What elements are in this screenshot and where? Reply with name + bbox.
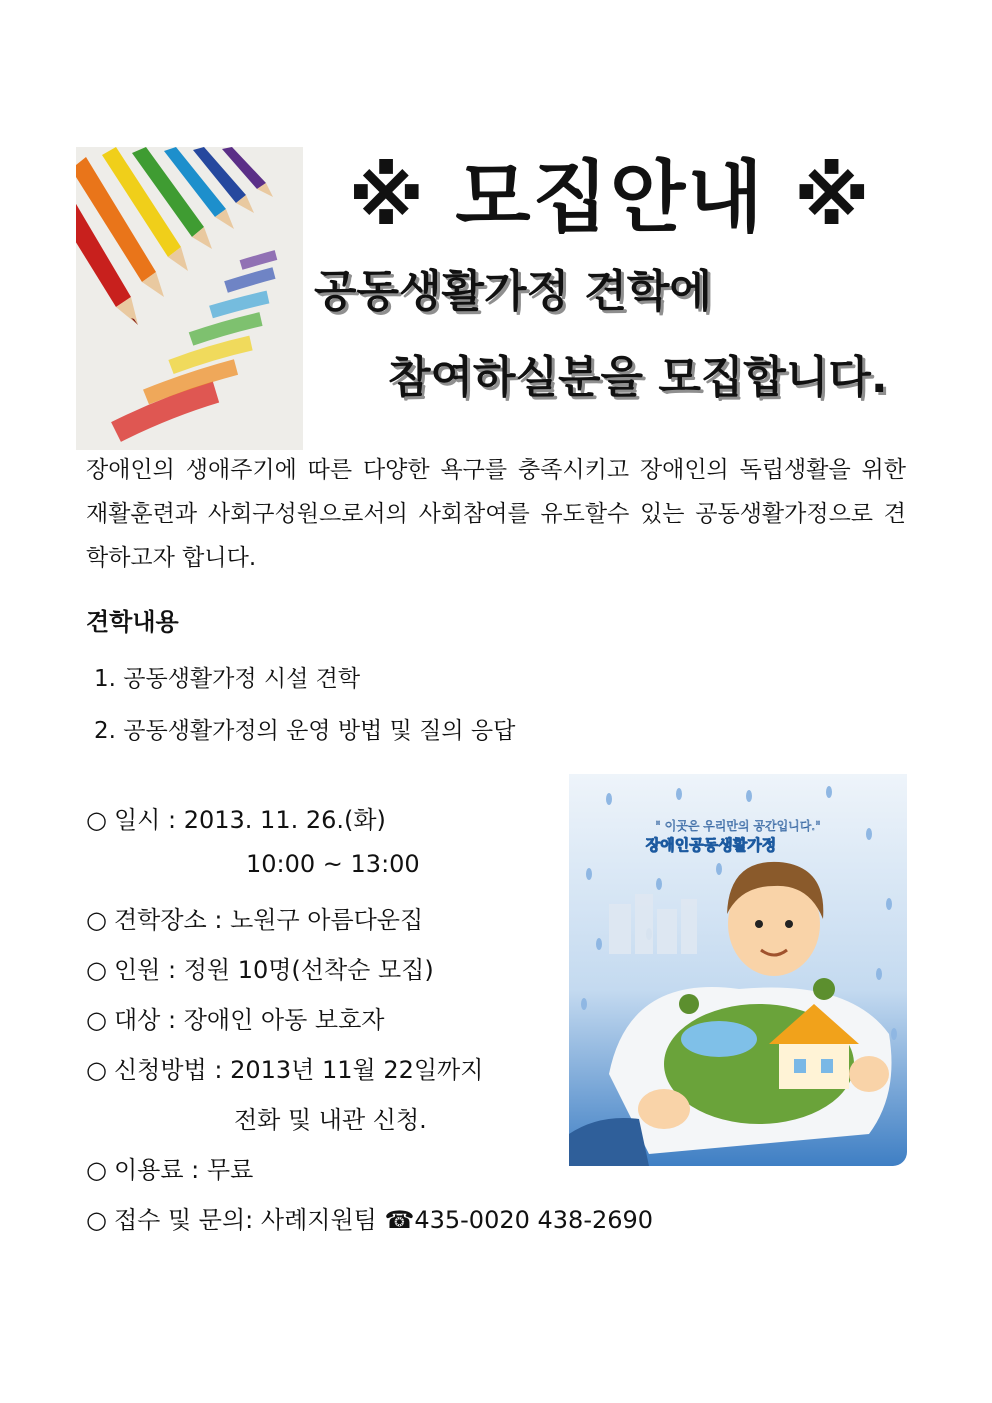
info-target [86, 1000, 384, 1035]
bullet-icon: ○ [86, 1156, 107, 1184]
info-contact [86, 1200, 653, 1235]
headline-line-2: 참여하실분을 모집합니다. [388, 352, 888, 403]
time-text: 10:00 ~ 13:00 [246, 850, 420, 878]
headline-line-1: 공동생활가정 견학에 [314, 266, 712, 317]
colored-pencils-image [76, 147, 303, 450]
tour-item-1: 1. 공동생활가정 시설 견학 [94, 666, 361, 692]
apply-text: 신청방법 : 2013년 11월 22일까지 [114, 1056, 484, 1084]
apply-cont-text: 전화 및 내관 신청. [234, 1106, 427, 1134]
info-date [86, 800, 386, 835]
bullet-icon: ○ [86, 956, 107, 984]
bullet-icon: ○ [86, 1206, 107, 1234]
target-text: 대상 : 장애인 아동 보호자 [114, 1006, 385, 1034]
group-home-illustration [569, 774, 907, 1166]
info-apply [86, 1050, 483, 1085]
bullet-icon: ○ [86, 906, 107, 934]
bullet-icon: ○ [86, 806, 107, 834]
tour-heading: 견학내용 [86, 608, 179, 636]
info-place [86, 900, 423, 935]
page-title: ※ 모집안내 ※ [348, 153, 872, 243]
place-text: 견학장소 : 노원구 아름다운집 [114, 906, 424, 934]
info-capacity [86, 950, 434, 985]
bullet-icon: ○ [86, 1056, 107, 1084]
contact-text: 접수 및 문의: 사례지원팀 ☎435-0020 438-2690 [114, 1206, 654, 1234]
info-fee [86, 1150, 253, 1185]
capacity-text: 인원 : 정원 10명(선착순 모집) [114, 956, 434, 984]
fee-text: 이용료 : 무료 [114, 1156, 254, 1184]
intro-paragraph: 장애인의 생애주기에 따른 다양한 욕구를 충족시키고 장애인의 독립생활을 위한 재활훈련과 사회구성원으로서의 사회참여를 유도할수 있는 공동생활가정으로 견학하고자 합니다. [86, 457, 906, 571]
tour-item-2: 2. 공동생활가정의 운영 방법 및 질의 응답 [94, 718, 516, 744]
bullet-icon: ○ [86, 1006, 107, 1034]
illustration-caption: " 이곳은 우리만의 공간입니다." [655, 819, 821, 833]
date-text: 일시 : 2013. 11. 26.(화) [114, 806, 386, 834]
illustration-title: 장애인공동생활가정 [645, 836, 777, 854]
